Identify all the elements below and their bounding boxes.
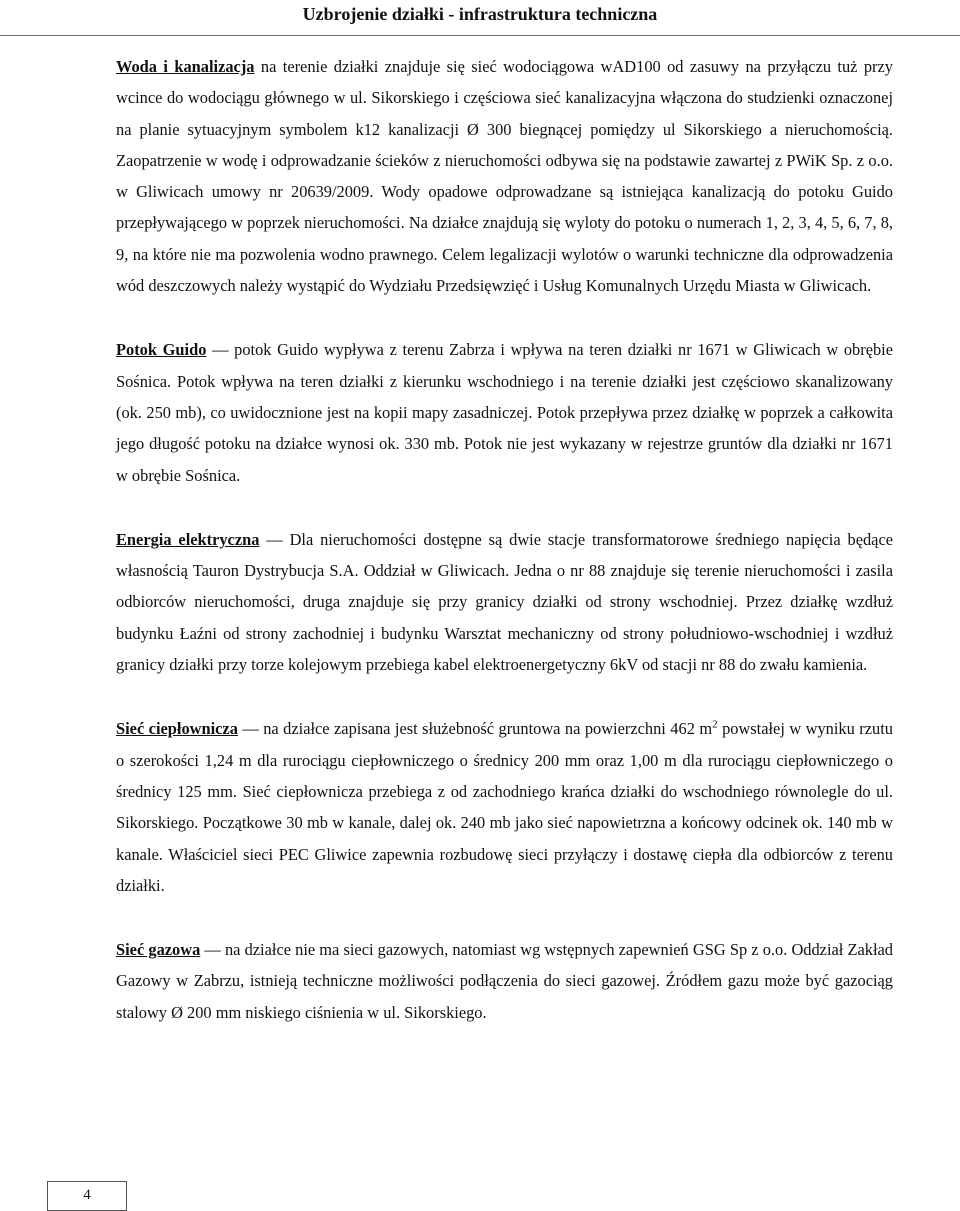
section-energia-elektryczna [116, 524, 893, 680]
section-title: Energia elektryczna [116, 529, 260, 549]
page-number-box [47, 1181, 127, 1211]
page-header [0, 0, 960, 36]
section-dash: — [242, 719, 259, 739]
section-siec-gazowa [116, 934, 893, 1028]
section-text: na działce zapisana jest służebność gruntowa na powierzchni 462 m [263, 719, 713, 739]
section-title: Sieć gazowa [116, 940, 201, 960]
section-woda-kanalizacja [116, 51, 893, 301]
section-text: na działce nie ma sieci gazowych, natomiast wg wstępnych zapewnień GSG Sp z o.o. Oddział Zakład Gazowy w Zabrzu, istnieją techniczne możliwości podłączenia do sieci gazowej. Źródłem gazu może być gazociąg stalowy Ø 200 mm niskiego ciśnienia w ul. Sikorskiego. [116, 940, 893, 1022]
superscript: 2 [712, 718, 718, 731]
section-text: Dla nieruchomości dostępne są dwie stacje transformatorowe średniego napięcia będące własnością Tauron Dystrybucja S.A. Oddział w Gliwicach. Jedna o nr 88 znajduje się terenie nieruchomości i zasila odbiorców nieruchomości, druga znajduje się przy granicy działki od strony wschodniej. Przez działkę wzdłuż budynku Łaźni od strony zachodniej i budynku Warsztat mechaniczny od strony południowo-wschodniej i wzdłuż granicy działki przy torze kolejowym przebiega kabel elektroenergetyczny 6kV od stacji nr 88 do zwału kamienia. [116, 529, 893, 675]
section-title: Woda i kanalizacja [116, 57, 255, 76]
section-text-continued: powstałej w wyniku rzutu o szerokości 1,24 m dla rurociągu ciepłowniczego o średnicy 200 mm oraz 1,00 m dla rurociągu ciepłowniczego o średnicy 125 mm. Sieć ciepłownicza przebiega z od zachodniego krańca działki do wschodniego równolegle do ul. Sikorskiego. Początkowe 30 mb w kanale, dalej ok. 240 mb jako sieć napowietrzna a końcowy odcinek ok. 140 mb w kanale. Właściciel sieci PEC Gliwice zapewnia rozbudowę sieci przyłączy i dostawę ciepła dla odbiorców z terenu działki. [116, 719, 893, 895]
section-dash: — [204, 940, 221, 960]
section-dash: — [266, 529, 283, 549]
section-text: na terenie działki znajduje się sieć wodociągowa wAD100 od zasuwy na przyłączu tuż przy wcince do wodociągu głównego w ul. Sikorskiego i częściowa sieć kanalizacyjna włączona do studzienki oznaczonej na planie sytuacyjnym symbolem k12 kanalizacji Ø 300 biegnącej pomiędzy ul Sikorskiego a nieruchomością. Zaopatrzenie w wodę i odprowadzanie ścieków z nieruchomości odbywa się na podstawie zawartej z PWiK Sp. z o.o. w Gliwicach umowy nr 20639/2009. Wody opadowe odprowadzane są istniejąca kanalizacją do potoku Guido przepływającego w poprzek nieruchomości. Na działce znajdują się wyloty do potoku o numerach 1, 2, 3, 4, 5, 6, 7, 8, 9, na które nie ma pozwolenia wodno prawnego. Celem legalizacji wylotów o warunki techniczne dla odprowadzenia wód deszczowych należy wystąpić do Wydziału Przedsięwzięć i Usług Komunalnych Urzędu Miasta w Gliwicach. [116, 57, 893, 296]
document-body [116, 51, 893, 1028]
section-title: Sieć ciepłownicza [116, 719, 238, 739]
section-dash: — [212, 340, 229, 360]
section-siec-cieplownicza [116, 713, 893, 901]
section-potok-guido [116, 334, 893, 490]
header-title: Uzbrojenie działki - infrastruktura techniczna [302, 4, 658, 24]
section-title: Potok Guido [116, 340, 207, 360]
section-text: potok Guido wypływa z terenu Zabrza i wpływa na teren działki nr 1671 w Gliwicach w obrębie Sośnica. Potok wpływa na teren działki z kierunku wschodniego i na terenie działki jest częściowo skanalizowany (ok. 250 mb), co uwidocznione jest na kopii mapy zasadniczej. Potok przepływa przez działkę w poprzek a całkowita jego długość potoku na działce wynosi ok. 330 mb. Potok nie jest wykazany w rejestrze gruntów dla działki nr 1671 w obrębie Sośnica. [116, 340, 893, 485]
page-number: 4 [83, 1187, 91, 1203]
